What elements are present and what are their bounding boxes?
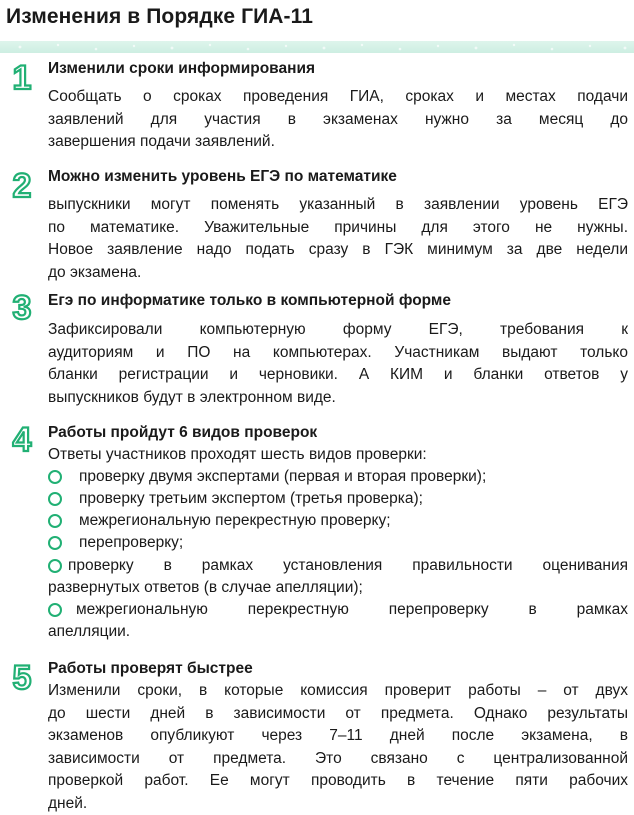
list-item-text: проверку третьим экспертом (третья проверка); (79, 490, 423, 508)
section-5-line: зависимости от предмета. Это связано с централизованной (48, 748, 628, 771)
section-5-line: Изменили сроки, в которые комиссия проверит работы – от двух (48, 680, 628, 703)
section-2-line: до экзамена. (48, 262, 628, 285)
svg-text:4: 4 (13, 422, 32, 456)
list-item-text: перепроверку; (79, 534, 183, 552)
section-5-line: дней. (48, 793, 628, 815)
section-4-heading: Работы пройдут 6 видов проверок (48, 424, 317, 442)
section-5-text (48, 680, 628, 815)
section-1-text (48, 86, 628, 154)
svg-text:5: 5 (13, 660, 32, 694)
list-item-continuation: апелляции. (48, 623, 628, 641)
list-item (48, 490, 423, 508)
list-item-text: межрегиональную перекрестную проверку; (79, 512, 391, 530)
decorative-band (0, 41, 634, 53)
section-2-heading: Можно изменить уровень ЕГЭ по математике (48, 168, 397, 186)
section-1-line: заявлений для участия в экзаменах нужно за месяц до (48, 109, 628, 132)
section-5-line: проверкой работ. Ее могут проводить в течение пяти рабочих (48, 770, 628, 793)
section-3-text (48, 319, 628, 409)
step-number-2-icon (6, 168, 38, 202)
section-3-line: аудиториям и ПО на компьютерах. Участникам выдают только (48, 342, 628, 365)
svg-text:2: 2 (13, 168, 32, 202)
section-5-line: до шести дней в зависимости от предмета. Однако результаты (48, 703, 628, 726)
list-item-text: проверку двумя экспертами (первая и вторая проверки); (79, 468, 486, 486)
list-item-text: межрегиональную перекрестную перепроверку в рамках (76, 601, 628, 619)
step-number-3-icon (6, 290, 38, 324)
circle-bullet-icon (48, 492, 62, 506)
section-1-heading: Изменили сроки информирования (48, 60, 315, 78)
section-4-intro: Ответы участников проходят шесть видов проверки: (48, 446, 628, 464)
step-number-1-icon (6, 60, 38, 94)
section-1-line: завершения подачи заявлений. (48, 131, 628, 154)
section-3-line: выпускников будут в электронном виде. (48, 387, 628, 410)
circle-bullet-icon (48, 536, 62, 550)
list-item (48, 468, 486, 486)
section-3-line: Зафиксировали компьютерную форму ЕГЭ, требования к (48, 319, 628, 342)
section-2-line: по математике. Уважительные причины для этого не нужны. (48, 217, 628, 240)
section-1-line: Сообщать о сроках проведения ГИА, сроках и местах подачи (48, 86, 628, 109)
list-item (48, 601, 628, 619)
section-5-heading: Работы проверят быстрее (48, 660, 253, 678)
step-number-4-icon (6, 422, 38, 456)
section-2-line: Новое заявление надо подать сразу в ГЭК минимум за две недели (48, 239, 628, 262)
circle-bullet-icon (48, 470, 62, 484)
section-5-line: экзаменов опубликуют через 7–11 дней после экзамена, в (48, 725, 628, 748)
band-pattern (0, 41, 634, 53)
page-title: Изменения в Порядке ГИА-11 (6, 5, 313, 29)
step-number-5-icon (6, 660, 38, 694)
circle-bullet-icon (48, 559, 62, 573)
circle-bullet-icon (48, 514, 62, 528)
section-2-line: выпускники могут поменять указанный в заявлении уровень ЕГЭ (48, 194, 628, 217)
list-item-continuation: развернутых ответов (в случае апелляции); (48, 579, 628, 597)
list-item (48, 557, 628, 575)
list-item-text: проверку в рамках установления правильности оценивания (68, 557, 628, 575)
section-3-line: бланки регистрации и черновики. А КИМ и бланки ответов у (48, 364, 628, 387)
list-item (48, 512, 391, 530)
section-3-heading: Егэ по информатике только в компьютерной форме (48, 292, 451, 310)
list-item (48, 534, 183, 552)
svg-text:3: 3 (13, 290, 32, 324)
section-2-text (48, 194, 628, 284)
circle-bullet-icon (48, 603, 62, 617)
svg-text:1: 1 (13, 60, 32, 94)
